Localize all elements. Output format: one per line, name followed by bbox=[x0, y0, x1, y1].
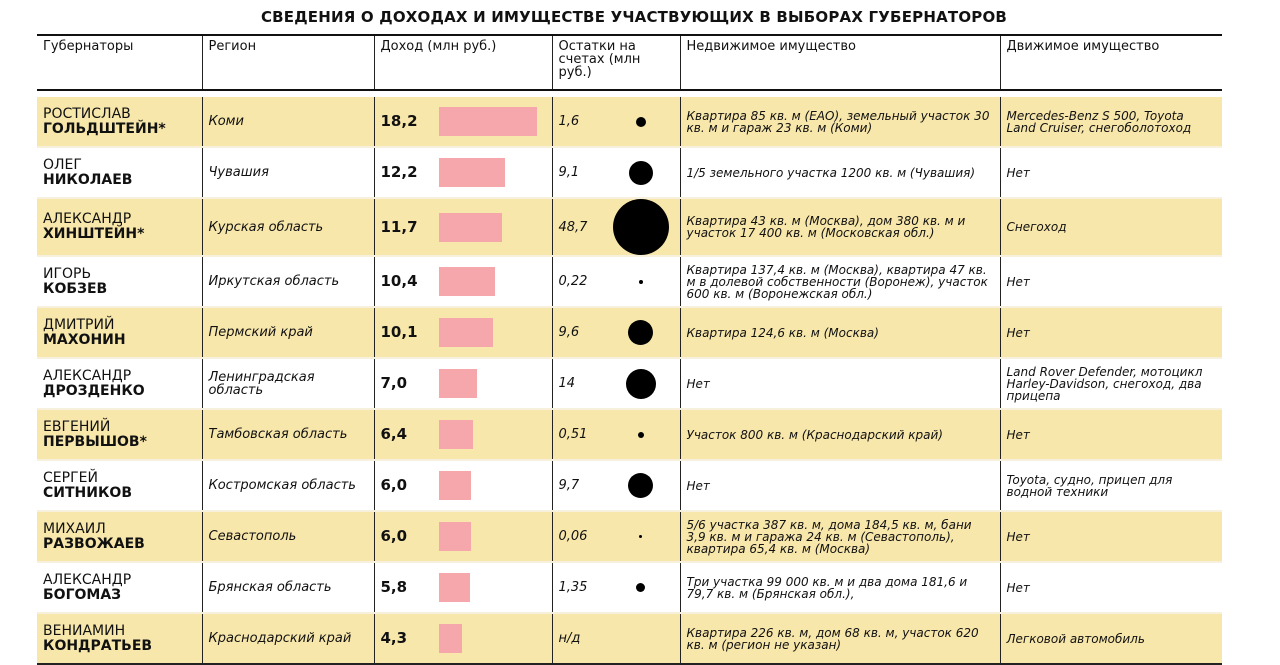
governor-last-name: БОГОМАЗ bbox=[43, 586, 122, 603]
accounts-dot bbox=[613, 199, 669, 255]
governor-first-name: АЛЕКСАНДР bbox=[43, 211, 132, 227]
accounts-dot-box bbox=[611, 583, 671, 592]
income-bar bbox=[439, 267, 495, 296]
accounts-dot-box bbox=[611, 199, 671, 255]
movable-cell: Нет bbox=[1000, 256, 1222, 307]
income-label: 10,4 bbox=[380, 272, 418, 290]
movable-cell: Нет bbox=[1000, 147, 1222, 198]
header-gap bbox=[37, 90, 1222, 97]
realty-cell: Нет bbox=[680, 358, 1000, 409]
income-bar bbox=[439, 213, 502, 242]
realty-cell: Квартира 124,6 кв. м (Москва) bbox=[680, 307, 1000, 358]
income-bar bbox=[439, 369, 477, 398]
chart-title: СВЕДЕНИЯ О ДОХОДАХ И ИМУЩЕСТВЕ УЧАСТВУЮЩИХ В ВЫБОРАХ ГУБЕРНАТОРОВ bbox=[260, 8, 1008, 26]
accounts-dot bbox=[636, 117, 646, 127]
accounts-dot bbox=[639, 280, 643, 284]
income-bar bbox=[439, 522, 471, 551]
accounts-cell bbox=[552, 511, 680, 562]
movable-cell: Mercedes-Benz S 500, Toyota Land Cruiser, снегоболотоход bbox=[1000, 97, 1222, 147]
accounts-cell bbox=[552, 562, 680, 613]
income-cell bbox=[374, 256, 552, 307]
region-cell: Пермский край bbox=[202, 307, 374, 358]
governor-last-name: СИТНИКОВ bbox=[43, 484, 132, 501]
region-cell: Тамбовская область bbox=[202, 409, 374, 460]
realty-cell: Квартира 43 кв. м (Москва), дом 380 кв. м и участок 17 400 кв. м (Московская обл.) bbox=[680, 198, 1000, 256]
income-bar bbox=[439, 420, 473, 449]
realty-cell: Три участка 99 000 кв. м и два дома 181,6 и 79,7 кв. м (Брянская обл.), bbox=[680, 562, 1000, 613]
governor-cell bbox=[37, 460, 202, 511]
income-cell bbox=[374, 562, 552, 613]
realty-cell: Нет bbox=[680, 460, 1000, 511]
movable-cell: Легковой автомобиль bbox=[1000, 613, 1222, 664]
governor-first-name: МИХАИЛ bbox=[43, 520, 106, 537]
governor-cell bbox=[37, 358, 202, 409]
governor-last-name: ХИНШТЕЙН* bbox=[43, 226, 145, 242]
accounts-dot-box bbox=[611, 117, 671, 127]
governor-first-name: СЕРГЕЙ bbox=[43, 469, 98, 486]
header-realty: Недвижимое имущество bbox=[680, 35, 1000, 90]
accounts-label: 1,35 bbox=[558, 580, 588, 595]
table-row bbox=[37, 97, 1222, 147]
governor-cell bbox=[37, 307, 202, 358]
accounts-cell bbox=[552, 613, 680, 664]
region-cell: Краснодарский край bbox=[202, 613, 374, 664]
governor-last-name: ДРОЗДЕНКО bbox=[43, 382, 145, 399]
accounts-cell bbox=[552, 256, 680, 307]
accounts-label: 0,51 bbox=[558, 427, 588, 442]
movable-cell: Снегоход bbox=[1000, 198, 1222, 256]
income-bar bbox=[439, 471, 471, 500]
accounts-label: н/д bbox=[558, 631, 581, 646]
governor-cell bbox=[37, 409, 202, 460]
governor-first-name: ВЕНИАМИН bbox=[43, 622, 126, 639]
realty-cell: Участок 800 кв. м (Краснодарский край) bbox=[680, 409, 1000, 460]
governor-first-name: ЕВГЕНИЙ bbox=[43, 418, 111, 435]
region-cell: Чувашия bbox=[202, 147, 374, 198]
accounts-dot-box bbox=[611, 161, 671, 185]
accounts-label: 14 bbox=[558, 376, 576, 391]
accounts-dot bbox=[636, 583, 645, 592]
income-cell bbox=[374, 147, 552, 198]
income-cell bbox=[374, 511, 552, 562]
movable-cell: Нет bbox=[1000, 409, 1222, 460]
region-cell: Курская область bbox=[202, 198, 374, 256]
realty-cell: 1/5 земельного участка 1200 кв. м (Чувашия) bbox=[680, 147, 1000, 198]
table-row bbox=[37, 358, 1222, 409]
region-cell: Иркутская область bbox=[202, 256, 374, 307]
governor-first-name: ДМИТРИЙ bbox=[43, 316, 115, 333]
income-cell bbox=[374, 198, 552, 256]
governor-first-name: ИГОРЬ bbox=[43, 265, 92, 282]
income-label: 4,3 bbox=[380, 629, 408, 647]
table-row bbox=[37, 511, 1222, 562]
accounts-cell bbox=[552, 460, 680, 511]
accounts-label: 9,6 bbox=[558, 325, 580, 340]
realty-cell: Квартира 226 кв. м, дом 68 кв. м, участок 620 кв. м (регион не указан) bbox=[680, 613, 1000, 664]
governor-cell bbox=[37, 147, 202, 198]
governor-first-name: РОСТИСЛАВ bbox=[43, 105, 131, 122]
accounts-label: 1,6 bbox=[558, 114, 580, 129]
accounts-dot-box bbox=[611, 432, 671, 438]
governor-last-name: РАЗВОЖАЕВ bbox=[43, 535, 145, 552]
governor-first-name: АЛЕКСАНДР bbox=[43, 367, 132, 384]
accounts-dot-box bbox=[611, 369, 671, 399]
income-bar bbox=[439, 573, 470, 602]
table-body bbox=[37, 90, 1222, 664]
realty-cell: Квартира 137,4 кв. м (Москва), квартира 47 кв. м в долевой собственности (Воронеж), участок 600 кв. м (Воронежская обл.) bbox=[680, 256, 1000, 307]
income-label: 6,4 bbox=[380, 425, 408, 443]
income-label: 6,0 bbox=[380, 476, 408, 494]
income-cell bbox=[374, 409, 552, 460]
income-label: 6,0 bbox=[380, 527, 408, 545]
income-cell bbox=[374, 97, 552, 147]
region-cell: Коми bbox=[202, 97, 374, 147]
header-accounts: Остатки на счетах (млн руб.) bbox=[552, 35, 680, 90]
movable-cell: Toyota, судно, прицеп для водной техники bbox=[1000, 460, 1222, 511]
accounts-label: 0,22 bbox=[558, 274, 588, 289]
header-movable: Движимое имущество bbox=[1000, 35, 1222, 90]
accounts-cell bbox=[552, 147, 680, 198]
region-cell: Ленинградская область bbox=[202, 358, 374, 409]
governor-cell bbox=[37, 562, 202, 613]
accounts-label: 48,7 bbox=[558, 219, 588, 235]
accounts-cell bbox=[552, 409, 680, 460]
income-bar bbox=[439, 318, 493, 347]
governor-cell bbox=[37, 97, 202, 147]
accounts-dot bbox=[628, 320, 653, 345]
accounts-dot-box bbox=[611, 280, 671, 284]
governor-last-name: ПЕРВЫШОВ* bbox=[43, 433, 147, 450]
accounts-label: 9,7 bbox=[558, 478, 580, 493]
income-label: 18,2 bbox=[380, 112, 418, 130]
accounts-cell bbox=[552, 358, 680, 409]
accounts-dot-box bbox=[611, 535, 671, 538]
income-label: 12,2 bbox=[380, 163, 418, 181]
accounts-dot bbox=[639, 535, 642, 538]
table-row bbox=[37, 613, 1222, 664]
income-label: 7,0 bbox=[380, 374, 408, 392]
accounts-dot bbox=[638, 432, 644, 438]
movable-cell: Нет bbox=[1000, 562, 1222, 613]
accounts-dot bbox=[629, 161, 653, 185]
governor-cell bbox=[37, 613, 202, 664]
income-bar bbox=[439, 158, 505, 187]
governor-cell bbox=[37, 256, 202, 307]
accounts-cell bbox=[552, 198, 680, 256]
governor-last-name: ГОЛЬДШТЕЙН* bbox=[43, 120, 166, 137]
governor-last-name: НИКОЛАЕВ bbox=[43, 171, 133, 188]
income-bar bbox=[439, 624, 462, 653]
income-label: 10,1 bbox=[380, 323, 418, 341]
table-row bbox=[37, 147, 1222, 198]
governor-first-name: АЛЕКСАНДР bbox=[43, 571, 132, 588]
governor-cell bbox=[37, 198, 202, 256]
governor-last-name: КОБЗЕВ bbox=[43, 280, 108, 297]
table-row bbox=[37, 198, 1222, 256]
table-row bbox=[37, 562, 1222, 613]
accounts-label: 9,1 bbox=[558, 165, 580, 180]
region-cell: Брянская область bbox=[202, 562, 374, 613]
accounts-dot-box bbox=[611, 473, 671, 498]
region-cell: Костромская область bbox=[202, 460, 374, 511]
accounts-cell bbox=[552, 307, 680, 358]
movable-cell: Нет bbox=[1000, 511, 1222, 562]
income-cell bbox=[374, 460, 552, 511]
accounts-dot bbox=[628, 473, 653, 498]
governor-cell bbox=[37, 511, 202, 562]
income-cell bbox=[374, 613, 552, 664]
governor-last-name: МАХОНИН bbox=[43, 331, 126, 348]
income-cell bbox=[374, 307, 552, 358]
region-cell: Севастополь bbox=[202, 511, 374, 562]
header-income: Доход (млн руб.) bbox=[374, 35, 552, 90]
table-row bbox=[37, 409, 1222, 460]
income-label: 11,7 bbox=[380, 217, 418, 236]
governors-table bbox=[37, 34, 1222, 665]
table-row bbox=[37, 256, 1222, 307]
accounts-label: 0,06 bbox=[558, 529, 588, 544]
governor-last-name: КОНДРАТЬЕВ bbox=[43, 637, 153, 654]
table-row bbox=[37, 307, 1222, 358]
governor-first-name: ОЛЕГ bbox=[43, 156, 82, 173]
income-cell bbox=[374, 358, 552, 409]
income-label: 5,8 bbox=[380, 578, 408, 596]
accounts-dot-box bbox=[611, 320, 671, 345]
realty-cell: 5/6 участка 387 кв. м, дома 184,5 кв. м, бани 3,9 кв. м и гаража 24 кв. м (Севастополь), квартира 65,4 кв. м (Москва) bbox=[680, 511, 1000, 562]
accounts-cell bbox=[552, 97, 680, 147]
movable-cell: Land Rover Defender, мотоцикл Harley-Davidson, снегоход, два прицепа bbox=[1000, 358, 1222, 409]
header-governors: Губернаторы bbox=[37, 35, 202, 90]
accounts-dot bbox=[626, 369, 656, 399]
income-bar bbox=[439, 107, 537, 136]
header-region: Регион bbox=[202, 35, 374, 90]
header-row bbox=[37, 35, 1222, 90]
movable-cell: Нет bbox=[1000, 307, 1222, 358]
realty-cell: Квартира 85 кв. м (ЕАО), земельный участок 30 кв. м и гараж 23 кв. м (Коми) bbox=[680, 97, 1000, 147]
table-row bbox=[37, 460, 1222, 511]
